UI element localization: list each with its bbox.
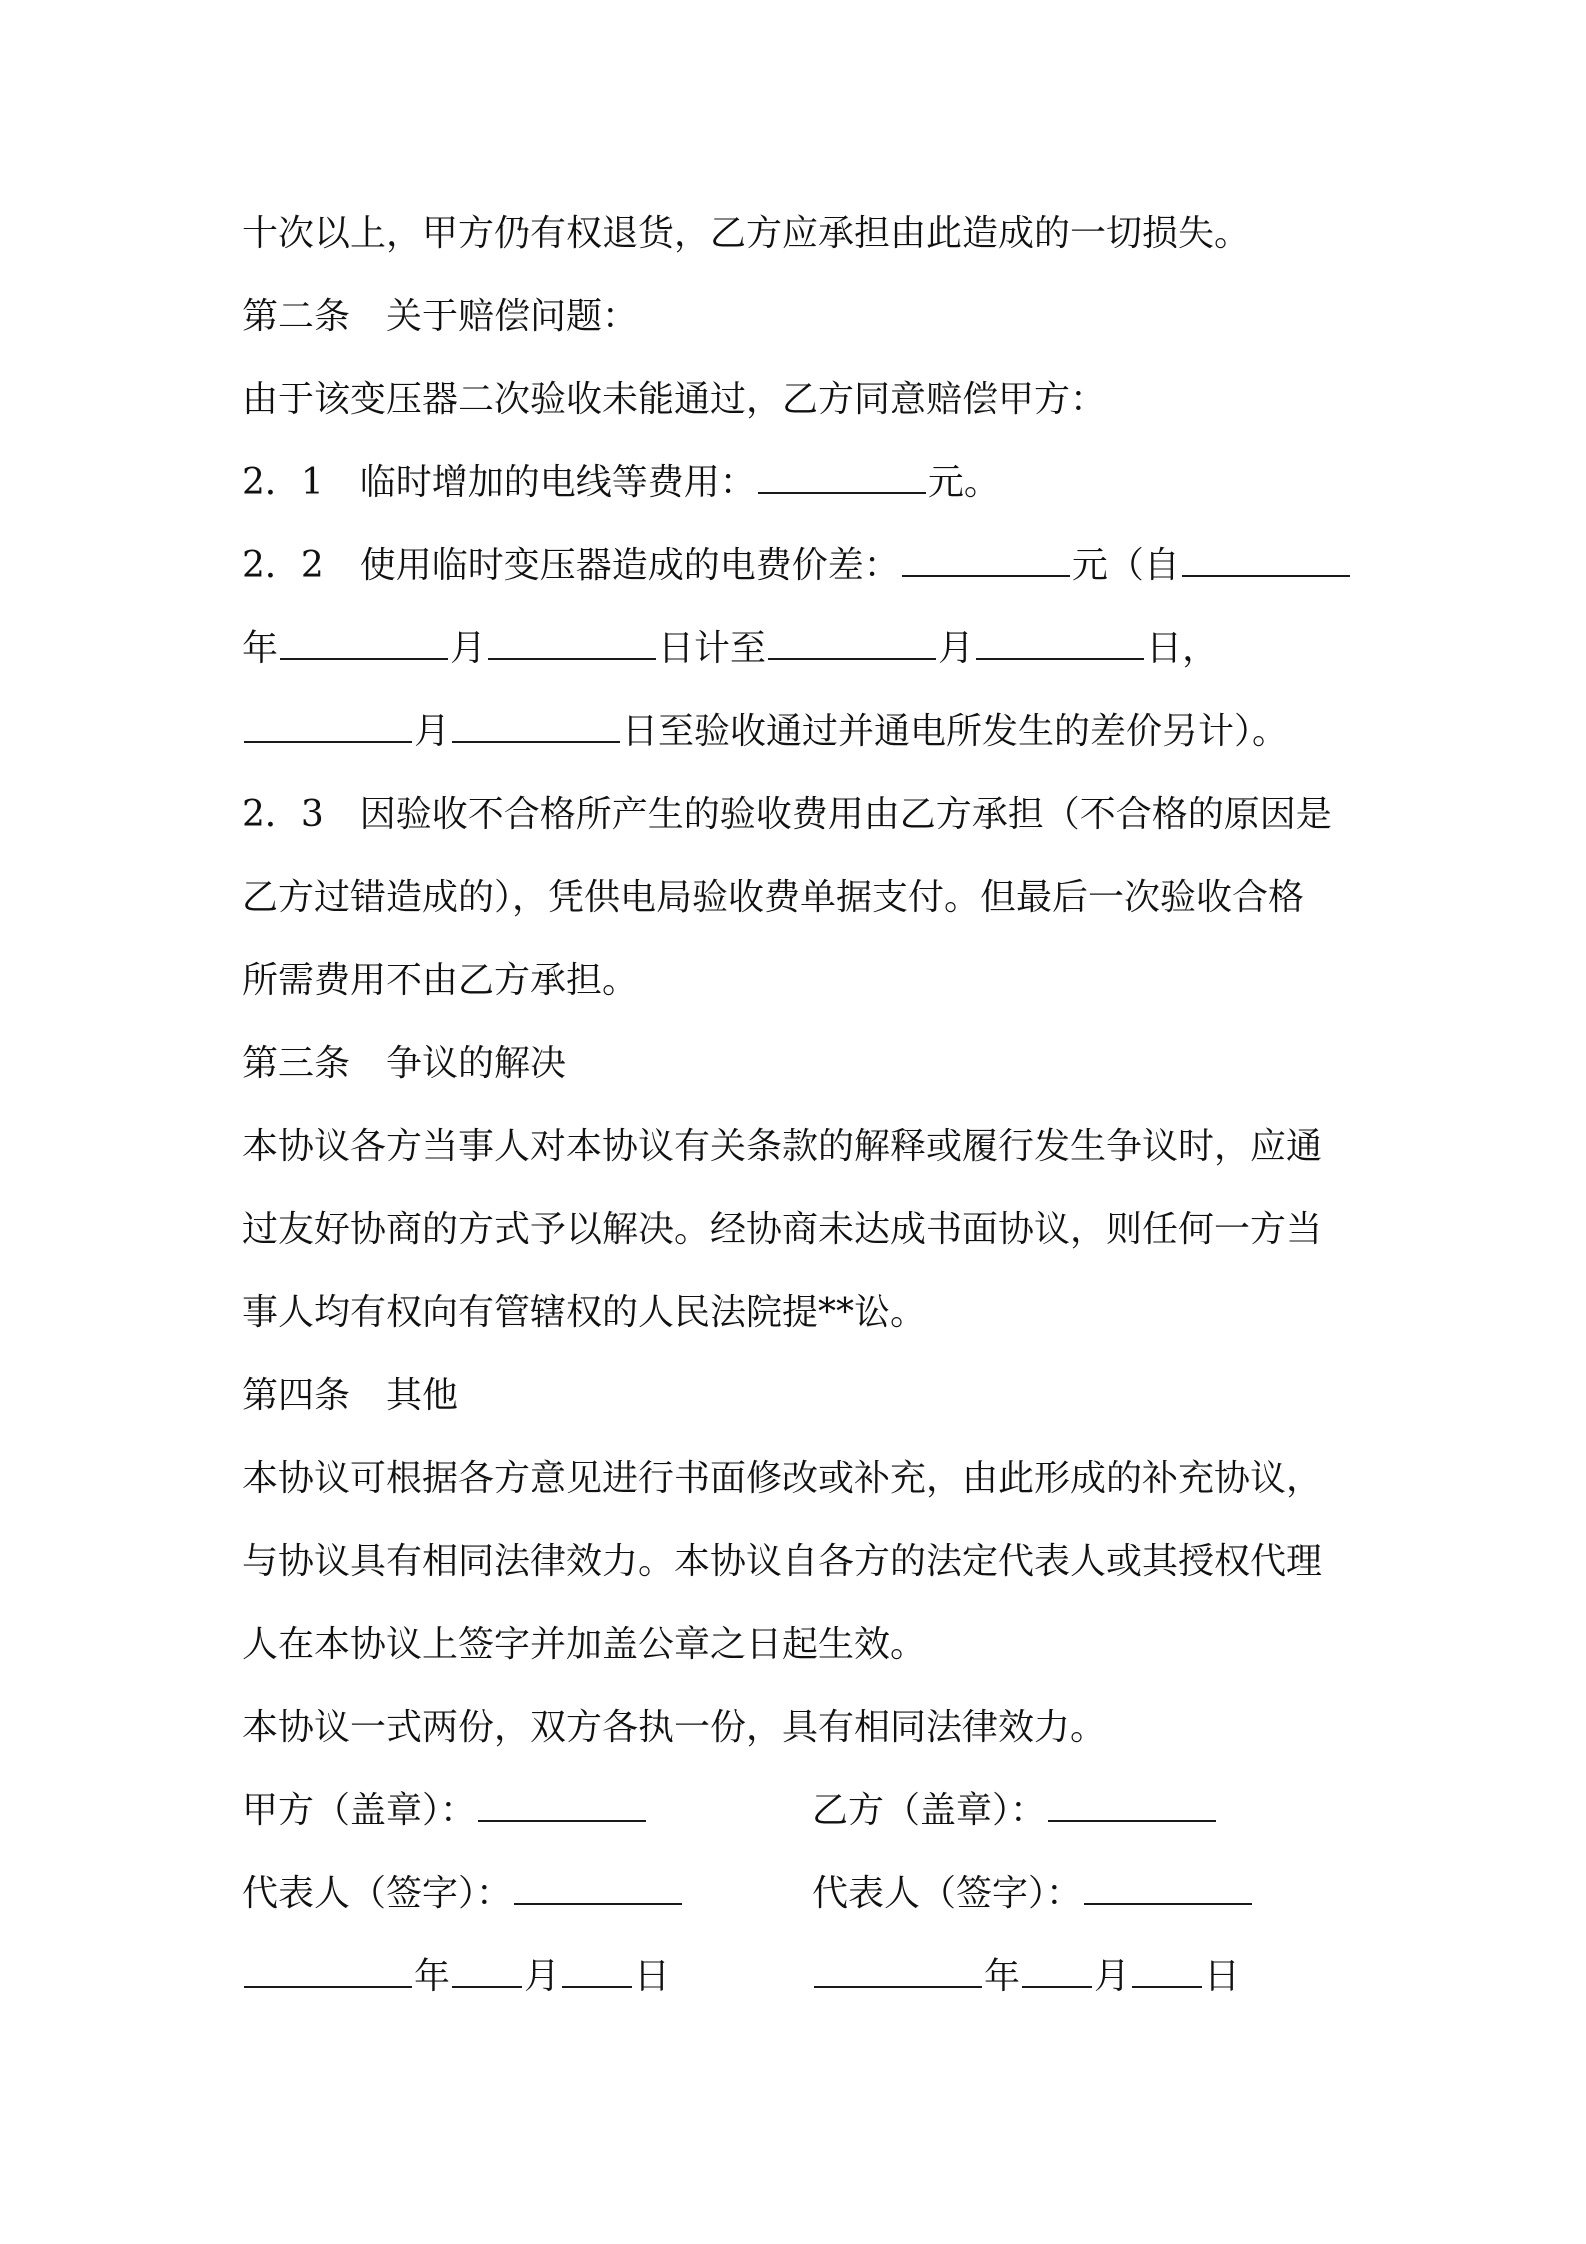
paragraph-line: 乙方过错造成的），凭供电局验收费单据支付。但最后一次验收合格 [242,877,1305,918]
paragraph-line: 十次以上，甲方仍有权退货，乙方应承担由此造成的一切损失。 [242,213,1251,254]
fill-blank [976,618,1144,660]
paragraph-line: 人在本协议上签字并加盖公章之日起生效。 [242,1624,927,1665]
party-b-seal [812,1779,1218,1843]
document-body [242,202,1362,2028]
clause-text: 元（自 [1071,545,1180,586]
paragraph-line: 本协议各方当事人对本协议有关条款的解释或履行发生争议时，应通 [242,1126,1323,1167]
day-label: 日 [634,1956,671,1997]
date-text: 月 [414,711,451,752]
year-blank [814,1946,982,1988]
fill-blank [280,618,448,660]
rep-b-label: 代表人（签字）： [812,1873,1083,1914]
year-blank [244,1946,412,1988]
article-heading: 第三条 争议的解决 [242,1043,567,1084]
party-a-seal [242,1779,648,1843]
clause-text: 2．2 使用临时变压器造成的电费价差： [242,545,900,586]
date-text: 日， [1146,628,1219,669]
clause-2-2-dates [242,617,1362,700]
party-a-seal-label: 甲方（盖章）： [242,1790,477,1831]
paragraph-line: 事人均有权向有管辖权的人民法院提**讼。 [242,1292,927,1333]
paragraph-line: 本协议一式两份，双方各执一份，具有相同法律效力。 [242,1707,1107,1748]
paragraph-line: 与协议具有相同法律效力。本协议自各方的法定代表人或其授权代理 [242,1541,1323,1582]
rep-a-blank [514,1863,682,1905]
month-label: 月 [1094,1956,1131,1997]
representative-row [242,1862,1362,1945]
party-b-seal-blank [1048,1780,1216,1822]
clause-text: 元。 [927,462,1000,503]
clause-2-2 [242,534,1362,617]
clause-2-1 [242,451,1362,534]
month-blank [452,1946,522,1988]
party-b-representative [812,1862,1254,1926]
fill-blank [768,618,936,660]
date-text: 日计至 [658,628,767,669]
party-b-seal-label: 乙方（盖章）： [812,1790,1047,1831]
year-label: 年 [414,1956,451,1997]
fill-blank [758,452,926,494]
date-text: 月 [450,628,487,669]
party-a-representative [242,1862,684,1926]
article-heading: 第四条 其他 [242,1375,459,1416]
article-heading: 第二条 关于赔偿问题： [242,296,639,337]
fill-blank [488,618,656,660]
fill-blank [902,535,1070,577]
year-label: 年 [984,1956,1021,1997]
party-a-seal-blank [478,1780,646,1822]
paragraph-line: 本协议可根据各方意见进行书面修改或补充，由此形成的补充协议， [242,1458,1323,1499]
clause-text: 日至验收通过并通电所发生的差价另计）。 [622,711,1289,752]
day-label: 日 [1204,1956,1241,1997]
fill-blank [1182,535,1350,577]
paragraph-line: 过友好协商的方式予以解决。经协商未达成书面协议，则任何一方当 [242,1209,1323,1250]
month-blank [1022,1946,1092,1988]
rep-b-blank [1084,1863,1252,1905]
party-b-date [812,1945,1240,2009]
month-label: 月 [524,1956,561,1997]
seal-row [242,1779,1362,1862]
paragraph-line: 所需费用不由乙方承担。 [242,960,639,1001]
date-text: 年 [242,628,279,669]
clause-text: 2．1 临时增加的电线等费用： [242,462,756,503]
fill-blank [244,701,412,743]
day-blank [562,1946,632,1988]
clause-2-2-end [242,700,1362,783]
rep-a-label: 代表人（签字）： [242,1873,513,1914]
paragraph-line: 由于该变压器二次验收未能通过，乙方同意赔偿甲方： [242,379,1107,420]
day-blank [1132,1946,1202,1988]
date-row [242,1945,1362,2028]
paragraph-line: 2．3 因验收不合格所产生的验收费用由乙方承担（不合格的原因是 [242,794,1332,835]
fill-blank [452,701,620,743]
date-text: 月 [938,628,975,669]
party-a-date [242,1945,670,2009]
